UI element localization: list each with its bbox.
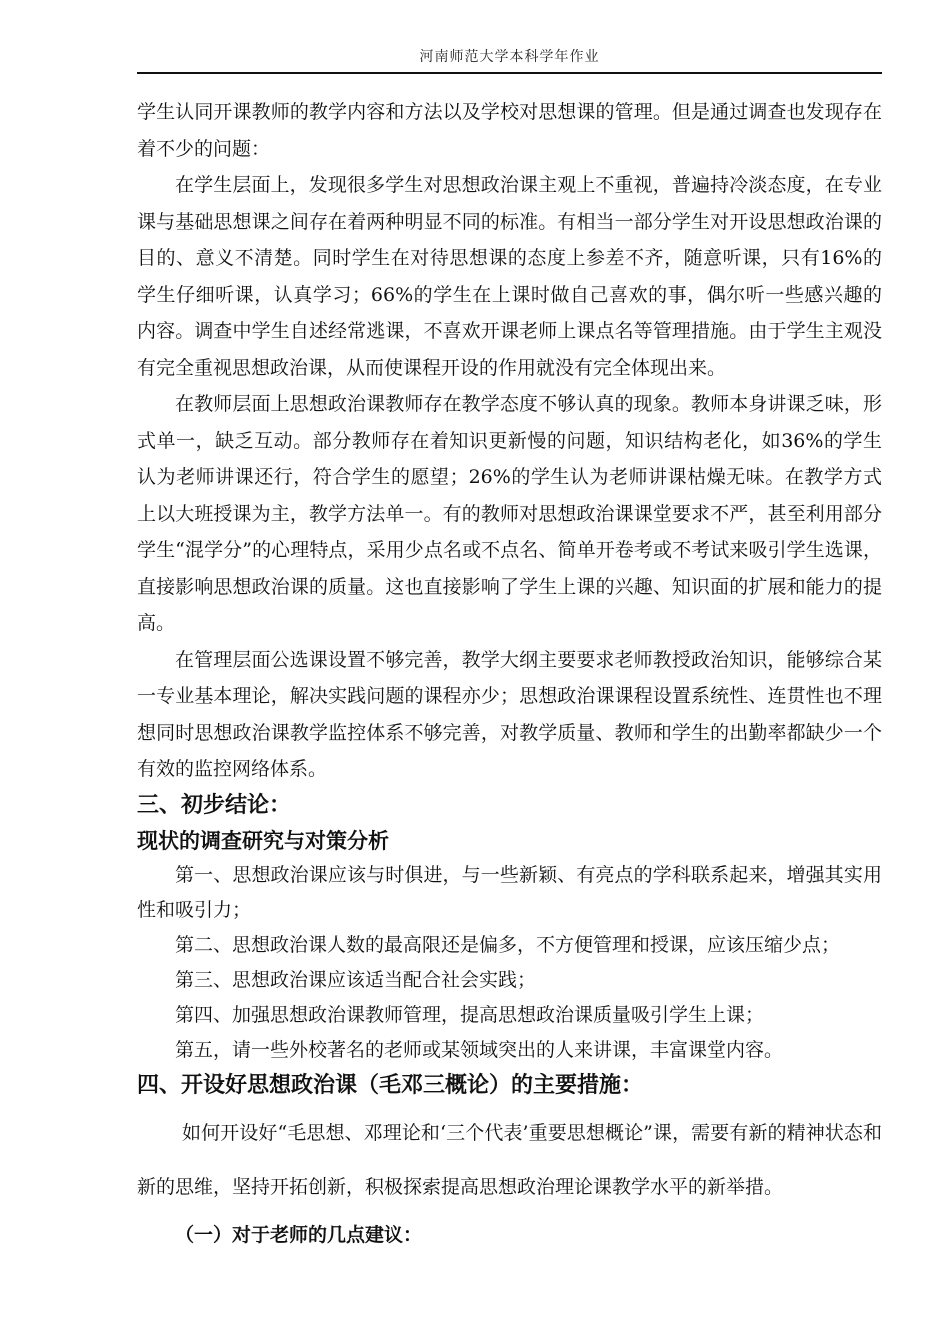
section-4-heading: 四、开设好思想政治课（毛邓三概论）的主要措施： xyxy=(137,1072,644,1098)
subsection-1-heading: （一）对于老师的几点建议： xyxy=(175,1223,423,1246)
paragraph-measures-intro: 如何开设好“毛思想、邓理论和‘三个代表’重要思想概论”课，需要有新的精神状态和新的思维，坚持开拓创新，积极探索提高思想政治理论课教学水平的新举措。 xyxy=(137,1121,882,1198)
conclusion-item: 第三、思想政治课应该适当配合社会实践； xyxy=(175,968,537,991)
conclusion-list xyxy=(137,858,882,1068)
section-3-subheading: 现状的调查研究与对策分析 xyxy=(137,828,389,853)
conclusion-item: 第一、思想政治课应该与时俱进，与一些新颖、有亮点的学科联系起来，增强其实用性和吸引力； xyxy=(137,863,882,921)
conclusion-item: 第二、思想政治课人数的最高限还是偏多，不方便管理和授课，应该压缩少点； xyxy=(175,933,841,956)
paragraph-teacher-level: 在教师层面上思想政治课教师存在教学态度不够认真的现象。教师本身讲课乏味，形式单一，缺乏互动。部分教师存在着知识更新慢的问题，知识结构老化，如36%的学生认为老师讲课还行，符合学生的愿望；26%的学生认为老师讲课枯燥无味。在教学方式上以大班授课为主，教学方法单一。有的教师对思想政治课课堂要求不严，甚至利用部分学生“混学分”的心理特点，采用少点名或不点名、简单开卷考或不考试来吸引学生选课，直接影响思想政治课的质量。这也直接影响了学生上课的兴趣、知识面的扩展和能力的提高。 xyxy=(137,393,882,634)
paragraph-management-level: 在管理层面公选课设置不够完善，教学大纲主要要求老师教授政治知识，能够综合某一专业基本理论，解决实践问题的课程亦少；思想政治课课程设置系统性、连贯性也不理想同时思想政治课教学监控体系不够完善，对教学质量、教师和学生的出勤率都缺少一个有效的监控网络体系。 xyxy=(137,648,882,780)
section-3-heading: 三、初步结论： xyxy=(137,792,292,818)
paragraph-student-level: 在学生层面上，发现很多学生对思想政治课主观上不重视，普遍持冷淡态度，在专业课与基础思想课之间存在着两种明显不同的标准。有相当一部分学生对开设思想政治课的目的、意义不清楚。同时学生在对待思想课的态度上参差不齐，随意听课，只有16%的学生仔细听课，认真学习；66%的学生在上课时做自己喜欢的事，偶尔听一些感兴趣的内容。调查中学生自述经常逃课，不喜欢开课老师上课点名等管理措施。由于学生主观没有完全重视思想政治课，从而使课程开设的作用就没有完全体现出来。 xyxy=(137,174,882,379)
header-divider xyxy=(137,72,882,74)
paragraph-1: 学生认同开课教师的教学内容和方法以及学校对思想课的管理。但是通过调查也发现存在着不少的问题： xyxy=(137,101,882,160)
conclusion-item: 第四、加强思想政治课教师管理，提高思想政治课质量吸引学生上课； xyxy=(175,1003,765,1026)
conclusion-item: 第五，请一些外校著名的老师或某领域突出的人来讲课，丰富课堂内容。 xyxy=(175,1038,784,1061)
page-header: 河南师范大学本科学年作业 xyxy=(419,49,600,65)
page-body xyxy=(137,94,882,1252)
